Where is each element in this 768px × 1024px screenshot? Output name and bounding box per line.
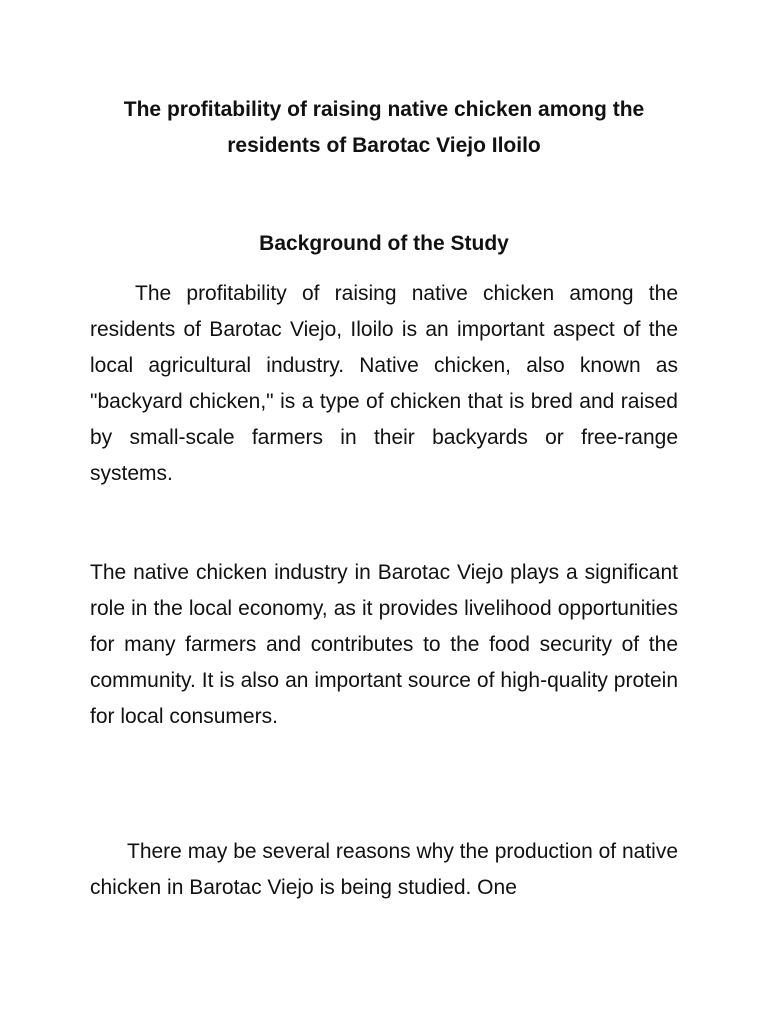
paragraph-1: The profitability of raising native chicken among the residents of Barotac Viejo, Iloilo is an important aspect of the local agricultural industry. Native chicken, also known as "backyard chicken," is a type of chicken that is bred and raised by small-scale farmers in their backyards or free-range systems. — [90, 282, 678, 485]
document-title: The profitability of raising native chicken among the residents of Barotac Viejo Iloilo — [123, 98, 645, 157]
paragraph-2: The native chicken industry in Barotac Viejo plays a significant role in the local economy, as it provides livelihood opportunities for many farmers and contributes to the food security of the community. It is also an important source of high-quality protein for local consumers. — [90, 561, 678, 728]
paragraph-3: There may be several reasons why the production of native chicken in Barotac Viejo is being studied. One — [90, 840, 678, 899]
section-heading: Background of the Study — [259, 232, 509, 255]
